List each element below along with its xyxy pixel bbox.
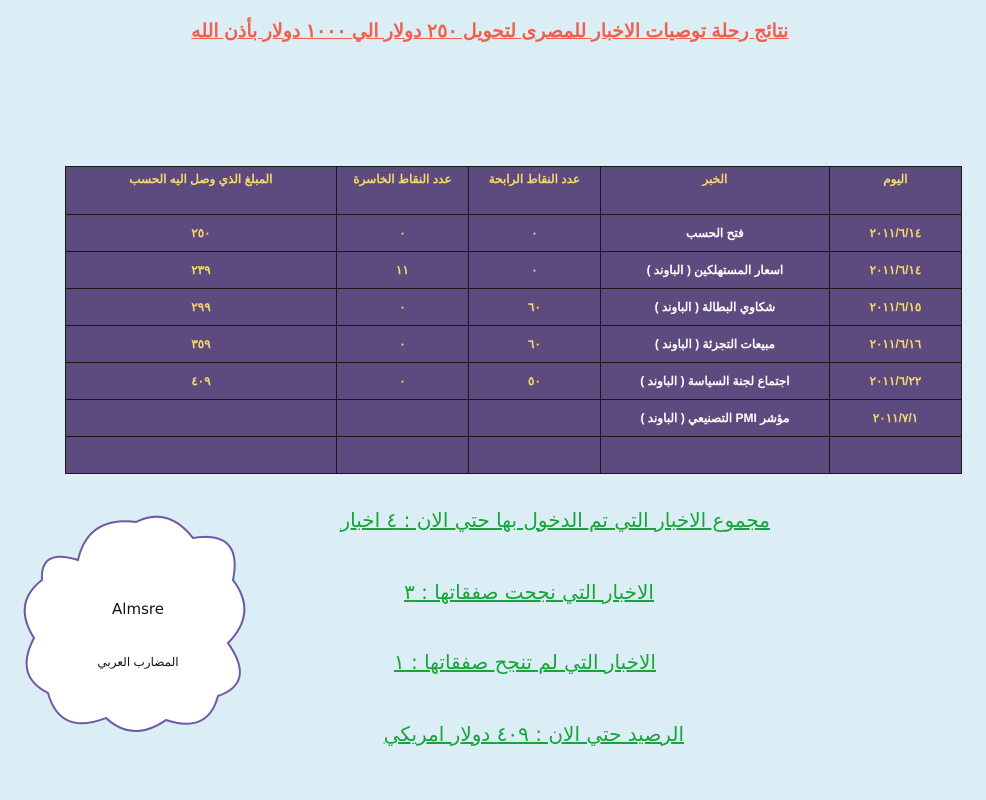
author-cloud xyxy=(18,508,258,740)
cell-balance: ٢٣٩ xyxy=(66,252,337,289)
results-table-container xyxy=(65,166,961,465)
cell-date xyxy=(830,437,962,474)
cell-news: فتح الحسب xyxy=(601,215,830,252)
header-losing-points: عدد النقاط الخاسرة xyxy=(337,167,469,215)
cell-news: شكاوي البطالة ( الباوند ) xyxy=(601,289,830,326)
cell-losing-points: ٠ xyxy=(337,215,469,252)
header-balance: المبلغ الذي وصل اليه الحسب xyxy=(66,167,337,215)
cell-losing-points: ١١ xyxy=(337,252,469,289)
cell-news: اسعار المستهلكين ( الباوند ) xyxy=(601,252,830,289)
cell-news: اجتماع لجنة السياسة ( الباوند ) xyxy=(601,363,830,400)
table-row xyxy=(66,363,962,400)
cell-date: ٢٠١١/٧/١ xyxy=(830,400,962,437)
cell-losing-points: ٠ xyxy=(337,289,469,326)
table-header-row xyxy=(66,167,962,215)
cell-losing-points: ٠ xyxy=(337,326,469,363)
table-row xyxy=(66,289,962,326)
cell-date: ٢٠١١/٦/١٤ xyxy=(830,215,962,252)
cell-balance: ٣٥٩ xyxy=(66,326,337,363)
cell-winning-points: ٦٠ xyxy=(469,326,601,363)
table-row xyxy=(66,326,962,363)
author-subtitle: المضارب العربي xyxy=(97,655,179,669)
cell-winning-points xyxy=(469,437,601,474)
cell-news: مؤشر PMI التصنيعي ( الباوند ) xyxy=(601,400,830,437)
cell-news xyxy=(601,437,830,474)
table-row xyxy=(66,400,962,437)
summary-successful: الاخبار التي نجحت صفقاتها : ٣ xyxy=(404,580,654,604)
cell-losing-points: ٠ xyxy=(337,363,469,400)
header-news: الخبر xyxy=(601,167,830,215)
cell-balance xyxy=(66,437,337,474)
cell-losing-points xyxy=(337,437,469,474)
cell-date: ٢٠١١/٦/٢٢ xyxy=(830,363,962,400)
cell-balance: ٢٩٩ xyxy=(66,289,337,326)
cell-balance xyxy=(66,400,337,437)
cell-losing-points xyxy=(337,400,469,437)
page-title: نتائج رحلة توصيات الاخبار للمصرى لتحويل ٢٥٠ دولار الي ١٠٠٠ دولار بأذن الله xyxy=(191,21,789,42)
table-row xyxy=(66,215,962,252)
table-row xyxy=(66,437,962,474)
cell-news: مبيعات التجزئة ( الباوند ) xyxy=(601,326,830,363)
header-winning-points: عدد النقاط الرابحة xyxy=(469,167,601,215)
cell-winning-points: ٠ xyxy=(469,215,601,252)
cell-winning-points: ٥٠ xyxy=(469,363,601,400)
author-name: Almsre xyxy=(112,600,164,618)
cell-date: ٢٠١١/٦/١٤ xyxy=(830,252,962,289)
cell-winning-points xyxy=(469,400,601,437)
table-row xyxy=(66,252,962,289)
header-day: اليوم xyxy=(830,167,962,215)
summary-balance: الرصيد حتي الان : ٤٠٩ دولار امريكي xyxy=(383,722,684,746)
cell-winning-points: ٦٠ xyxy=(469,289,601,326)
summary-total-news: مجموع الاخبار التي تم الدخول بها حتي الان : ٤ اخبار xyxy=(340,508,770,532)
cell-date: ٢٠١١/٦/١٦ xyxy=(830,326,962,363)
summary-failed: الاخبار التي لم تنجح صفقاتها : ١ xyxy=(393,650,656,674)
cell-balance: ٢٥٠ xyxy=(66,215,337,252)
results-table xyxy=(65,166,962,474)
cloud-shape xyxy=(18,508,258,740)
cell-balance: ٤٠٩ xyxy=(66,363,337,400)
cell-winning-points: ٠ xyxy=(469,252,601,289)
cell-date: ٢٠١١/٦/١٥ xyxy=(830,289,962,326)
